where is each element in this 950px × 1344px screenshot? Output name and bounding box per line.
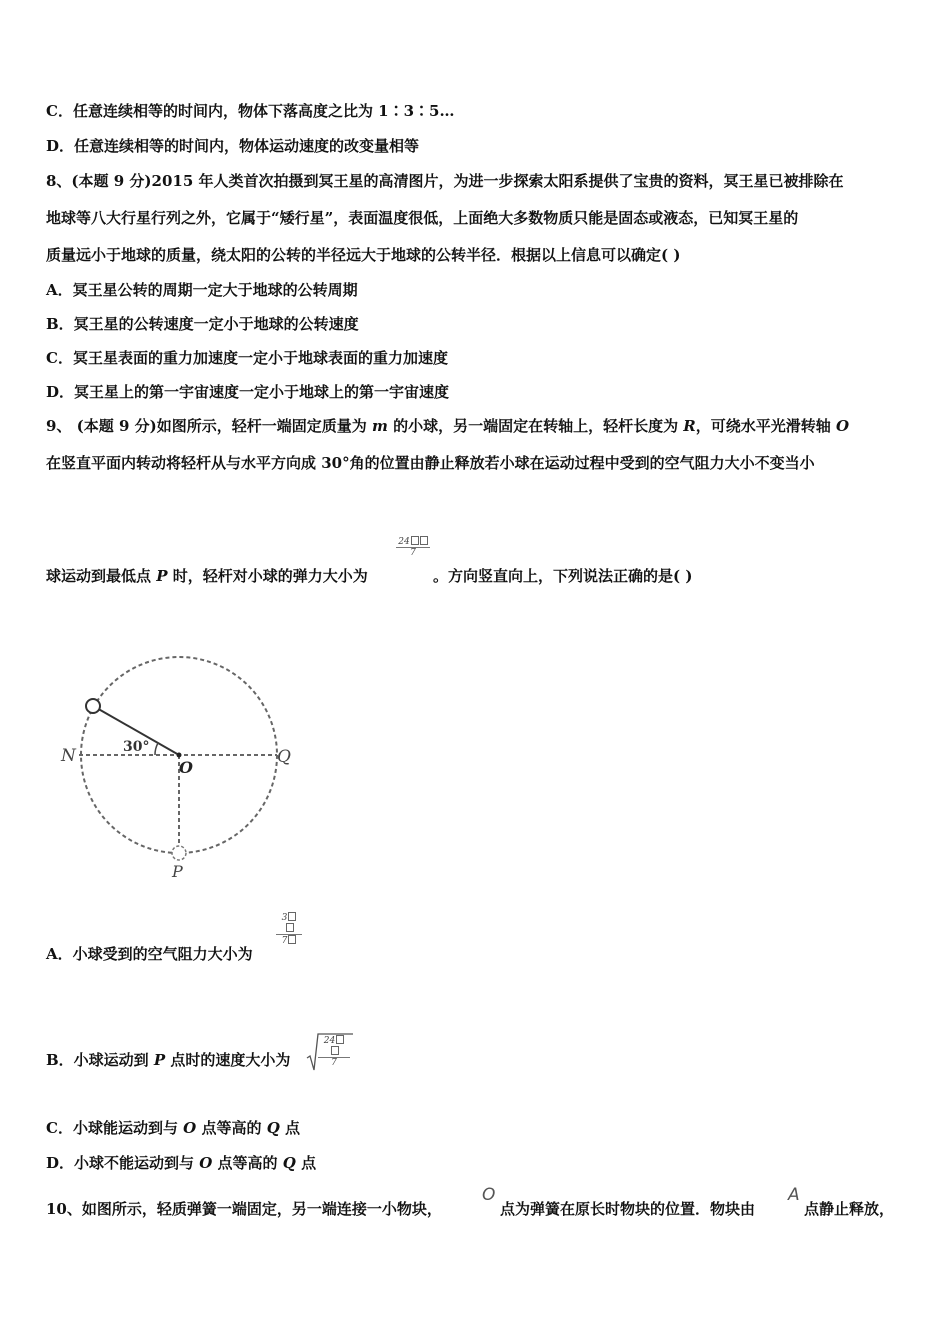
symbol-o: O [482,1185,496,1205]
question-10-part-3: 点静止释放， [804,1200,895,1218]
question-8-line-2: 地球等八大行星行列之外，它属于“矮行星”，表面温度很低，上面绝大多数物质只能是固态或液态，已知冥王星的 [46,209,799,227]
question-10-part-2: 点为弹簧在原长时物块的位置．物块由 [500,1200,756,1218]
ball-initial [86,699,100,713]
option-a-q9: A．小球受到的空气阻力大小为 [46,945,253,963]
option-c-q8: C．冥王星表面的重力加速度一定小于地球表面的重力加速度 [46,349,448,367]
question-9-line-1: 9、 (本题 9 分)如图所示，轻杆一端固定质量为 m 的小球，另一端固定在转轴上，轻杆长度为 R，可绕水平光滑转轴 O [46,417,850,435]
option-b-q8: B．冥王星的公转速度一定小于地球的公转速度 [46,315,359,333]
option-c-q7: C．任意连续相等的时间内，物体下落高度之比为 1∶3∶5… [46,102,455,120]
label-n: N [61,746,76,766]
question-10-part-1: 10、如图所示，轻质弹簧一端固定，另一端连接一小物块， [46,1200,442,1218]
drag-fraction: $\frac{3}{7}$ [276,912,302,946]
question-8-line-3: 质量远小于地球的质量，绕太阳的公转的半径远大于地球的公转半径．根据以上信息可以确定( ) [46,246,681,264]
speed-fraction: $\frac{24}{7}$ [318,1035,350,1068]
label-o: O [179,758,193,777]
option-b-q9: B．小球运动到 P 点时的速度大小为 [46,1051,291,1069]
question-8-line-1: 8、(本题 9 分)2015 年人类首次拍摄到冥王星的高清图片，为进一步探索太阳系提供了宝贵的资料，冥王星已被排除在 [46,172,844,190]
ball-lowest-point [172,846,186,860]
option-d-q7: D．任意连续相等的时间内，物体运动速度的改变量相等 [46,137,420,155]
rotating-rod-diagram [55,645,305,885]
angle-arc [155,743,158,755]
pivot-point [177,753,182,758]
angle-label: 30° [123,739,150,755]
option-d-q8: D．冥王星上的第一宇宙速度一定小于地球上的第一宇宙速度 [46,383,450,401]
option-c-q9: C．小球能运动到与 O 点等高的 Q 点 [46,1119,301,1137]
symbol-a: A [788,1185,800,1205]
option-a-q8: A．冥王星公转的周期一定大于地球的公转周期 [46,281,358,299]
force-fraction: $\frac{24}{7}$ [396,536,430,558]
question-9-line-2: 在竖直平面内转动将轻杆从与水平方向成 30°角的位置由静止释放若小球在运动过程中受到的空气阻力大小不变当小 [46,454,815,472]
label-q: Q [277,747,291,767]
question-9-line-3: 球运动到最低点 P 时，轻杆对小球的弹力大小为 [46,567,368,585]
question-9-line-3-end: 。方向竖直向上，下列说法正确的是( ) [433,567,693,585]
label-p: P [172,862,183,881]
option-d-q9: D．小球不能运动到与 O 点等高的 Q 点 [46,1154,317,1172]
